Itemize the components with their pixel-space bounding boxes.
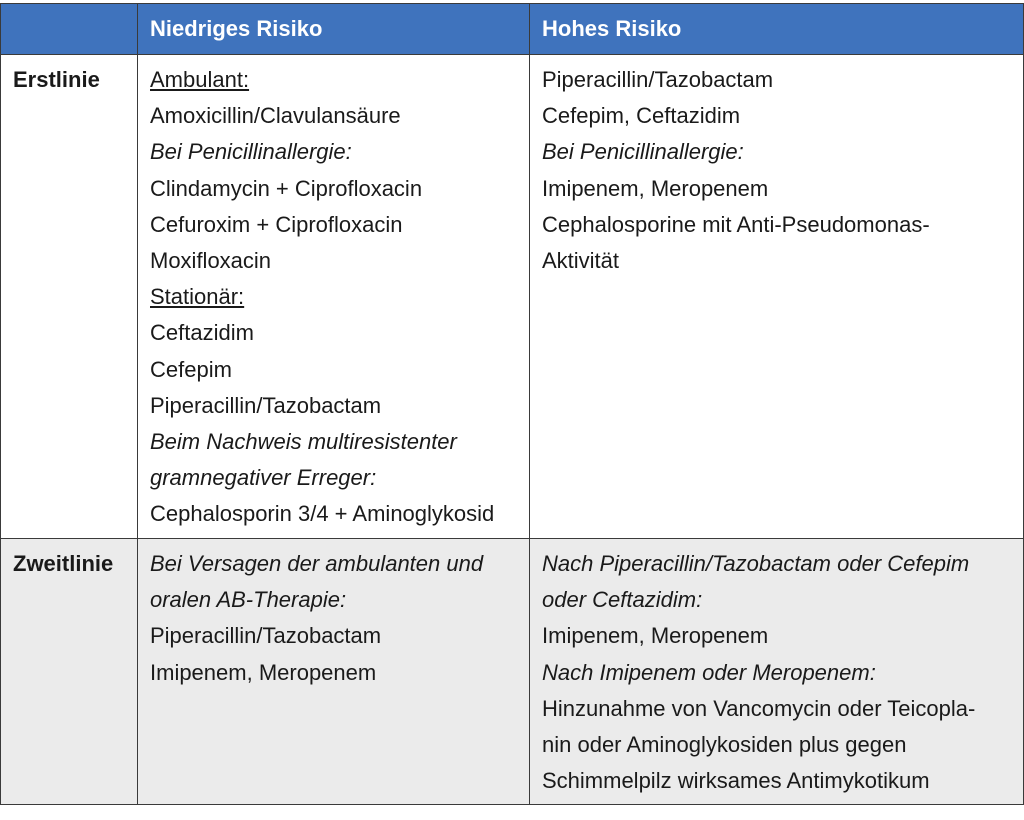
header-high-risk: Hohes Risiko xyxy=(530,4,1024,55)
cell-line: Stationär: xyxy=(150,284,245,310)
cell-line: Nach Piperacillin/Tazobactam oder Cefepim xyxy=(542,551,970,576)
cell-line: Imipenem, Meropenem xyxy=(542,623,769,649)
cell-line: Nach Imipenem oder Meropenem: xyxy=(542,659,876,685)
cell-line: Aktivität xyxy=(542,248,620,274)
cell-erstlinie-high-risk xyxy=(530,55,1024,539)
cell-line: Piperacillin/Tazobactam xyxy=(150,623,382,649)
cell-line: Moxifloxacin xyxy=(150,248,272,274)
cell-line: oralen AB-Therapie: xyxy=(150,587,347,613)
therapy-table-container xyxy=(0,3,1023,805)
row-label-erstlinie: Erstlinie xyxy=(1,55,138,539)
cell-line: Cefepim xyxy=(150,356,232,382)
cell-zweitlinie-low-risk xyxy=(138,539,530,805)
cell-line: Imipenem, Meropenem xyxy=(542,175,769,201)
row-label-zweitlinie: Zweitlinie xyxy=(1,539,138,805)
antibiotic-therapy-table xyxy=(0,3,1024,805)
cell-line: Cephalosporin 3/4 + Aminoglykosid xyxy=(150,501,495,527)
cell-line: Bei Penicillinallergie: xyxy=(542,139,744,165)
cell-line: nin oder Aminoglykosiden plus gegen xyxy=(542,732,907,758)
cell-zweitlinie-high-risk xyxy=(530,539,1024,805)
cell-line: Amoxicillin/Clavulansäure xyxy=(150,103,401,129)
header-low-risk: Niedriges Risiko xyxy=(138,4,530,55)
header-row xyxy=(1,4,1024,55)
cell-line: Piperacillin/Tazobactam xyxy=(150,392,382,418)
table-row-zweitlinie xyxy=(1,539,1024,805)
cell-line: Schimmelpilz wirksames Antimykotikum xyxy=(542,768,930,794)
cell-line: Beim Nachweis multiresistenter xyxy=(150,429,457,455)
cell-line: Cefepim, Ceftazidim xyxy=(542,103,741,129)
cell-line: Piperacillin/Tazobactam xyxy=(542,67,774,92)
cell-line: oder Ceftazidim: xyxy=(542,587,703,613)
cell-line: Cephalosporine mit Anti-Pseudomonas- xyxy=(542,211,930,237)
cell-line: Imipenem, Meropenem xyxy=(150,659,377,685)
cell-line: Bei Versagen der ambulanten und xyxy=(150,551,484,576)
cell-line: gramnegativer Erreger: xyxy=(150,465,377,491)
cell-line: Cefuroxim + Ciprofloxacin xyxy=(150,211,403,237)
cell-line: Ambulant: xyxy=(150,67,250,92)
cell-line: Bei Penicillinallergie: xyxy=(150,139,352,165)
cell-line: Ceftazidim xyxy=(150,320,254,346)
cell-line: Hinzunahme von Vancomycin oder Teicopla- xyxy=(542,695,976,721)
header-corner-cell xyxy=(1,4,138,55)
cell-line: Clindamycin + Ciprofloxacin xyxy=(150,175,423,201)
table-row-erstlinie xyxy=(1,55,1024,539)
cell-erstlinie-low-risk xyxy=(138,55,530,539)
